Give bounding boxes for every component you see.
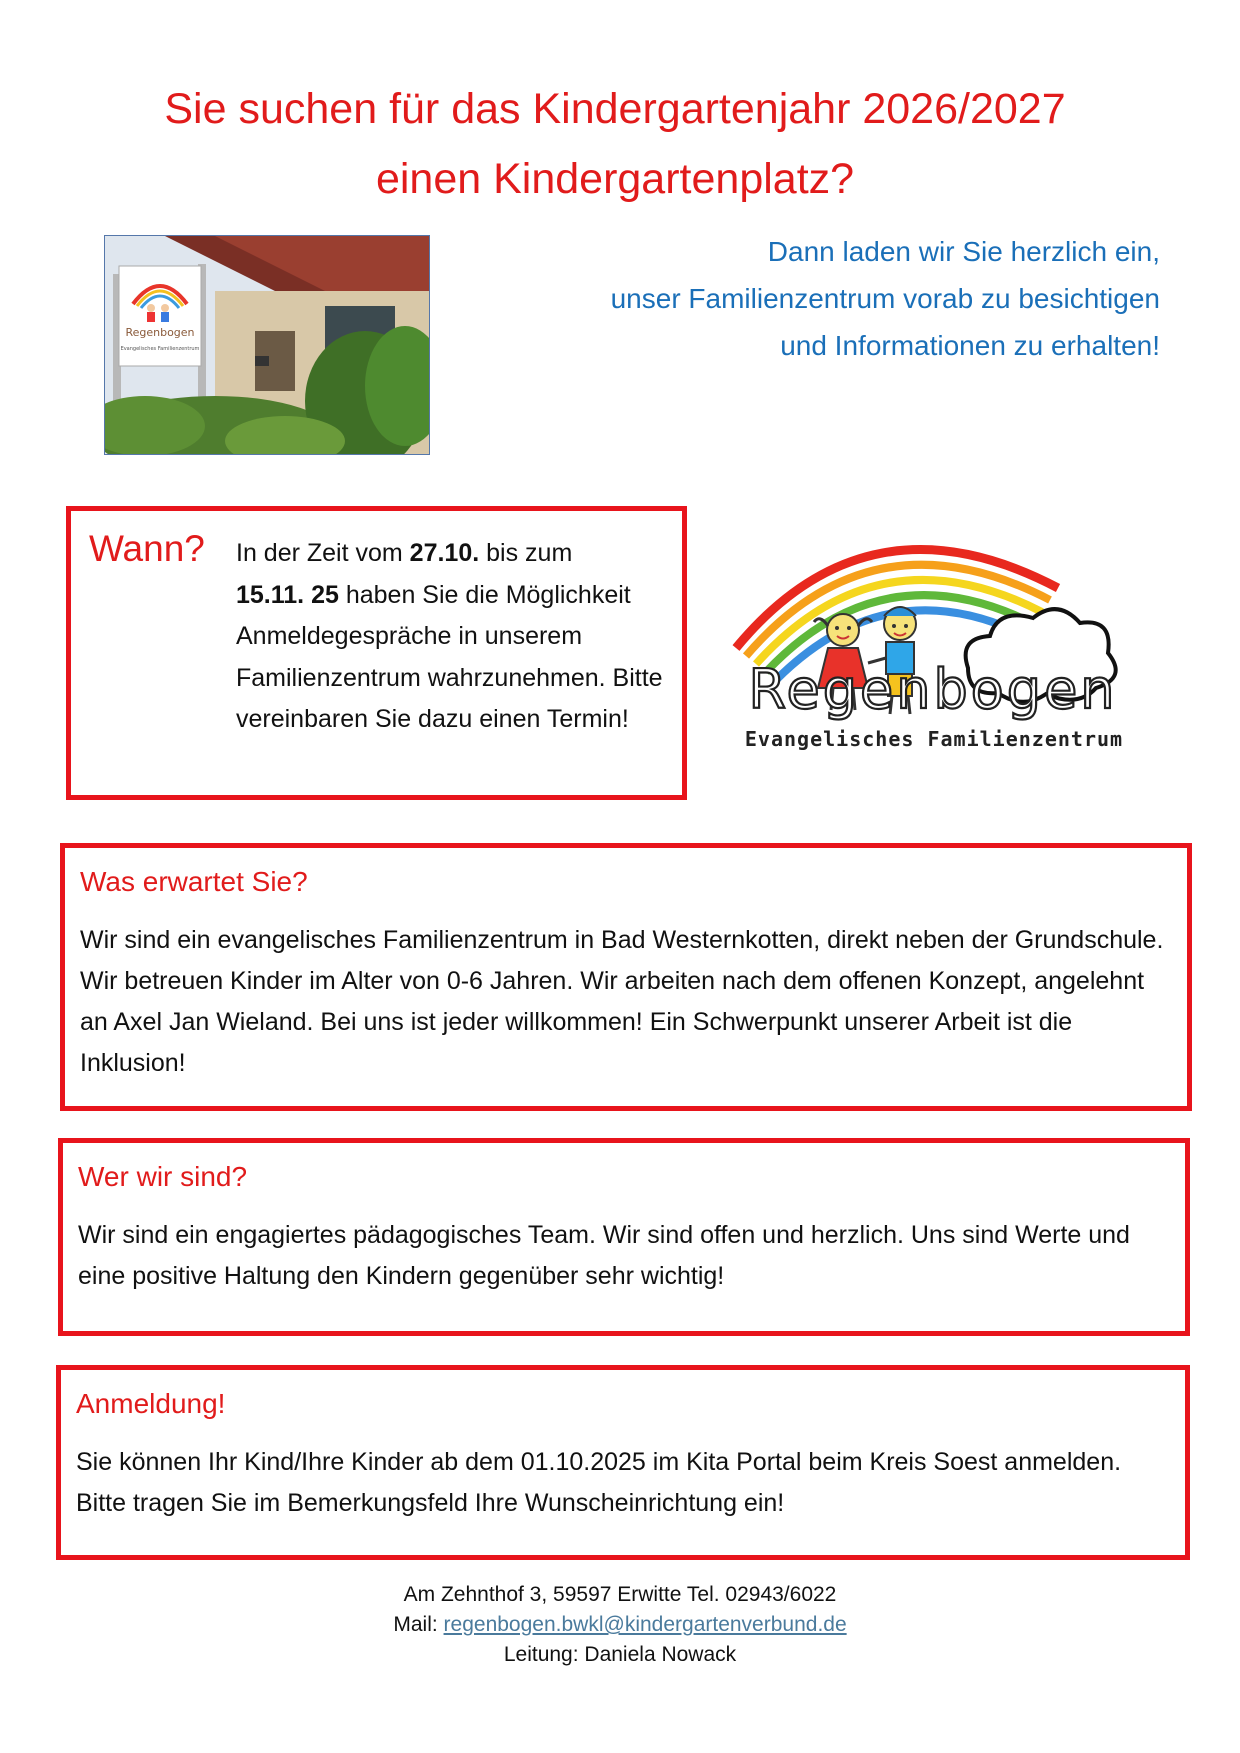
footer	[0, 1580, 1240, 1670]
invite-line-2: unser Familienzentrum vorab zu besichtigen	[610, 283, 1160, 314]
invitation-text	[460, 228, 1160, 369]
was-erwartet-body: Wir sind ein evangelisches Familienzentrum in Bad Westernkotten, direkt neben der Grundschule. Wir betreuen Kinder im Alter von 0-6 Jahren. Wir arbeiten nach dem offenen Konzept, angelehnt an Axel Jan Wieland. Bei uns ist jeder willkommen! Ein Schwerpunkt unserer Arbeit ist die Inklusion!	[80, 926, 1164, 1077]
anmeldung-body: Sie können Ihr Kind/Ihre Kinder ab dem 01.10.2025 im Kita Portal beim Kreis Soest anmelden. Bitte tragen Sie im Bemerkungsfeld Ihre Wunscheinrichtung ein!	[76, 1448, 1122, 1517]
wann-text	[236, 533, 676, 741]
footer-mail-link[interactable]: regenbogen.bwkl@kindergartenverbund.de	[443, 1613, 847, 1636]
wann-date-from: 27.10.	[409, 539, 480, 567]
logo-name: Regenbogen	[748, 658, 1118, 721]
anmeldung-box	[56, 1365, 1190, 1560]
invite-line-1: Dann laden wir Sie herzlich ein,	[767, 236, 1160, 267]
wer-wir-sind-body: Wir sind ein engagiertes pädagogisches Team. Wir sind offen und herzlich. Uns sind Werte und eine positive Haltung den Kindern gegenüber sehr wichtig!	[78, 1221, 1130, 1290]
footer-mail-label: Mail:	[393, 1613, 444, 1636]
footer-address: Am Zehnthof 3, 59597 Erwitte Tel. 02943/6022	[403, 1583, 837, 1606]
wann-text-1: In der Zeit vom	[236, 539, 410, 567]
regenbogen-logo	[728, 518, 1138, 758]
wann-box	[66, 506, 687, 800]
wann-date-to: 15.11. 25	[236, 580, 339, 609]
wer-wir-sind-box	[58, 1138, 1190, 1336]
photo-sign-name: Regenbogen	[125, 326, 195, 339]
footer-mail-line	[0, 1610, 1240, 1640]
wer-wir-sind-heading: Wer wir sind?	[78, 1161, 248, 1192]
invite-line-3: und Informationen zu erhalten!	[780, 330, 1160, 361]
footer-leitung: Leitung: Daniela Nowack	[503, 1643, 737, 1666]
wann-text-2: bis zum	[479, 539, 573, 567]
page-title	[60, 74, 1170, 214]
title-line-1: Sie suchen für das Kindergartenjahr 2026/2027	[164, 85, 1066, 133]
anmeldung-heading: Anmeldung!	[76, 1388, 226, 1419]
was-erwartet-box	[60, 843, 1192, 1111]
wann-text-3: haben Sie die Möglichkeit Anmeldegespräche in unserem Familienzentrum wahrzunehmen. Bitte vereinbaren Sie dazu einen Termin!	[236, 580, 663, 733]
building-photo	[104, 235, 430, 455]
photo-sign-subtitle: Evangelisches Familienzentrum	[120, 346, 200, 352]
wann-heading: Wann?	[89, 528, 205, 569]
logo-subtitle: Evangelisches Familienzentrum	[744, 727, 1124, 751]
title-line-2: einen Kindergartenplatz?	[375, 155, 855, 203]
was-erwartet-heading: Was erwartet Sie?	[80, 866, 308, 897]
